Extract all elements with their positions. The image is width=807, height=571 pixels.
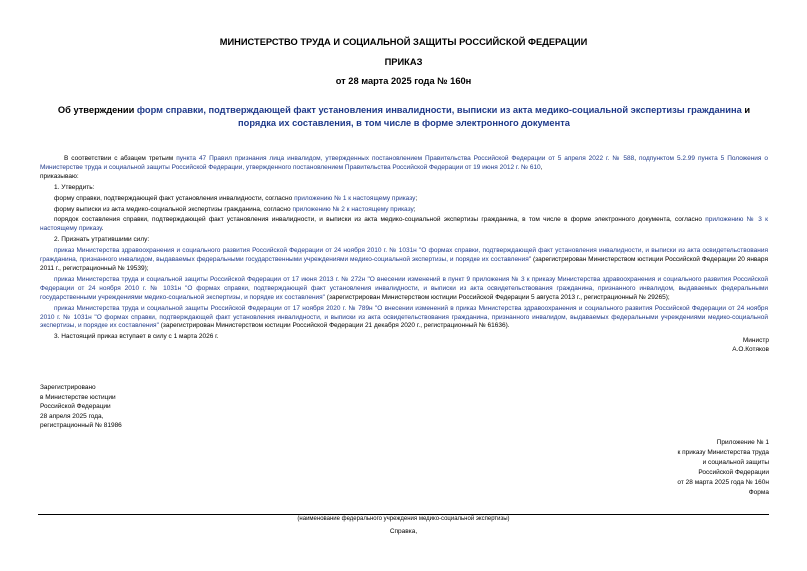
text-fragment: (зарегистрирован Министерством юстиции Российской Федерации 20 января 2011 г., регистрационный № 19539);: [40, 256, 768, 272]
subject-prefix: Об утверждении: [57, 105, 137, 115]
link-rules-point-47[interactable]: пункта 47 Правил признания лица инвалидом, утвержденных постановлением Правительства Российской Федерации от 5 апреля 2022 г. № 588: [176, 155, 635, 162]
text-fragment: В соответствии с абзацем третьим: [64, 155, 177, 162]
paragraph-effective-date: 3. Настоящий приказ вступает в силу с 1 марта 2026 г.: [54, 333, 219, 341]
appendix-line: Приложение № 1: [716, 439, 769, 446]
date-number-heading: от 28 марта 2025 года № 160н: [335, 76, 472, 86]
paragraph-form-extract: [40, 206, 768, 215]
link-order-789n[interactable]: приказ Министерства труда и социальной защиты Российской Федерации от 17 ноября 2020 г. № 789н "О внесении изменений в приказ Министерства здравоохранения и социального развития Российской Федерации от 24 ноября 2010 г. № 1031н "О формах справки, подтверждающей факт установления инвалидности, и выписки из акта освидетельствования гражданина, признанного инвалидом, выдаваемых федеральными учреждениями медико-социальной экспертизы, и порядке их составления": [40, 304, 768, 330]
link-order-272n[interactable]: приказ Министерства труда и социальной защиты Российской Федерации от 17 июня 2013 г. № 272н "О внесении изменений в пункт 9 приложения № 3 к приказу Министерства здравоохранения и социального развития Российской Федерации от 24 ноября 2010 г. № 1031н "О формах справки, подтверждающей факт установления инвалидности, и выписки из акта освидетельствования гражданина, признанного инвалидом, выдаваемых федеральными государственными учреждениями медико-социальной экспертизы, и порядке их составления": [40, 275, 768, 301]
text-fragment: ;: [415, 194, 418, 202]
registration-line: в Министерстве юстиции: [40, 393, 116, 401]
paragraph-approve: 1. Утвердить:: [54, 183, 95, 191]
subject-link-procedure[interactable]: порядка их составления, в том числе в форме электронного документа: [238, 117, 570, 128]
signature-title: Министр: [742, 337, 769, 344]
text-fragment: ;: [413, 205, 416, 213]
paragraph-repeal-1031n: [40, 247, 768, 274]
text-fragment: (зарегистрирован Министерством юстиции Российской Федерации 21 декабря 2020 г., регистрационный № 61636).: [158, 322, 510, 330]
paragraph-repeal-272n: [40, 276, 768, 303]
form-title: Справка,: [389, 528, 418, 535]
paragraph-procedure: [40, 216, 768, 234]
link-appendix-2[interactable]: приложению № 2 к настоящему приказу: [292, 205, 414, 213]
text-fragment: .: [101, 225, 104, 233]
paragraph-form-certificate: [40, 195, 768, 204]
signature-name: А.О.Котяков: [732, 346, 769, 353]
link-regulation-5-2-99[interactable]: подпунктом 5.2.99 пункта 5 Положения о Министерстве труда и социальной защиты Российской Федерации, утвержденного постановлением Правительства Российской Федерации от 19 июня 2012 г. № 610: [40, 155, 768, 171]
appendix-header: [677, 438, 769, 498]
appendix-form-label: Форма: [748, 489, 769, 496]
form-field-line: [38, 514, 769, 515]
text-fragment: форму справки, подтверждающей факт установления инвалидности, согласно: [54, 194, 295, 202]
text-fragment: порядок составления справки, подтверждающей факт установления инвалидности, и выписки из акта медико-социальной экспертизы гражданина, в том числе в форме электронного документа, согласно: [54, 216, 706, 224]
order-subject: [40, 104, 768, 129]
link-appendix-3[interactable]: приложению № 3 к настоящему приказу: [40, 216, 768, 233]
signature-block: [732, 336, 769, 354]
text-fragment: (зарегистрирован Министерством юстиции Российской Федерации 5 августа 2013 г., регистрационный № 29265);: [325, 293, 670, 301]
subject-link-forms[interactable]: форм справки, подтверждающей факт установления инвалидности, выписки из акта медико-социальной экспертизы гражданина: [136, 105, 742, 115]
registration-line: Зарегистрировано: [40, 384, 96, 391]
appendix-line: Российской Федерации: [698, 469, 769, 476]
link-order-1031n[interactable]: приказ Министерства здравоохранения и социального развития Российской Федерации от 24 ноября 2010 г. № 1031н "О формах справки, подтверждающей факт установления инвалидности, и выписки из акта освидетельствования гражданина, признанного инвалидом, выдаваемых федеральными государственными учреждениями медико-социальной экспертизы, и порядке их составления": [40, 247, 768, 264]
paragraph-repeal: 2. Признать утратившими силу:: [54, 236, 150, 244]
doc-type-heading: ПРИКАЗ: [384, 57, 423, 67]
paragraph-basis: [40, 155, 768, 173]
form-field-caption: (наименование федерального учреждения медико-социальной экспертизы): [297, 516, 510, 522]
paragraph-order: приказываю:: [40, 172, 79, 180]
subject-mid: и: [741, 105, 751, 115]
text-fragment: ,: [634, 155, 639, 162]
text-fragment: ,: [540, 163, 543, 171]
ministry-heading: МИНИСТЕРСТВО ТРУДА И СОЦИАЛЬНОЙ ЗАЩИТЫ РОССИЙСКОЙ ФЕДЕРАЦИИ: [219, 37, 588, 47]
order-body: [40, 155, 768, 342]
appendix-line: и социальной защиты: [702, 459, 769, 466]
paragraph-repeal-789n: [40, 305, 768, 332]
registration-line: регистрационный № 81986: [40, 422, 122, 430]
registration-block: [40, 383, 122, 431]
registration-line: 28 апреля 2025 года,: [40, 412, 104, 420]
registration-line: Российской Федерации: [40, 403, 111, 411]
appendix-line: от 28 марта 2025 года № 160н: [677, 479, 769, 486]
link-appendix-1[interactable]: приложению № 1 к настоящему приказу: [294, 194, 416, 202]
text-fragment: форму выписки из акта медико-социальной экспертизы гражданина, согласно: [54, 205, 293, 213]
appendix-line: к приказу Министерства труда: [677, 449, 769, 456]
